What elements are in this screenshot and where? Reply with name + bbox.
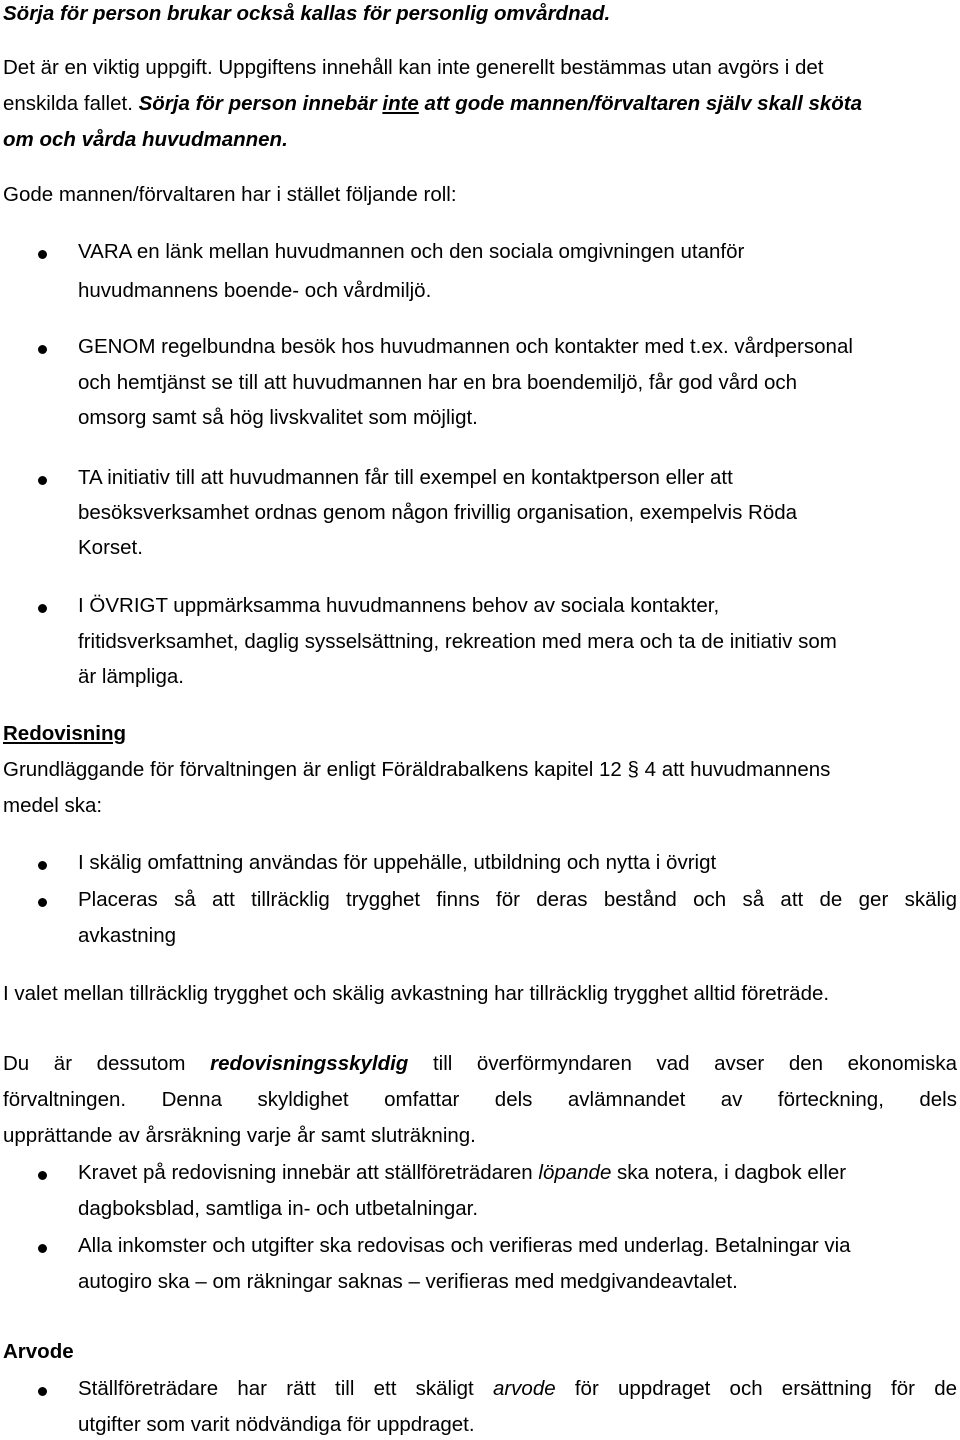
list-item-line: autogiro ska – om räkningar saknas – verifieras med medgivandeavtalet. [78, 1270, 738, 1293]
duty-line: upprättande av årsräkning varje år samt sluträkning. [3, 1124, 476, 1147]
duty-line [3, 1052, 957, 1076]
section-heading-redovisning: Redovisning [3, 722, 127, 745]
intro-paragraph-line [3, 92, 862, 116]
duty-line: förvaltningen. Denna skyldighet omfattar dels avlämnandet av förteckning, dels [3, 1088, 957, 1111]
list-item-line: omsorg samt så hög livskvalitet som möjligt. [78, 406, 478, 429]
text-run: till överförmyndaren vad avser den ekonomiska [408, 1052, 958, 1075]
emphasis-text: Sörja för person innebär [138, 92, 383, 115]
text-run: Du är dessutom [3, 1052, 211, 1075]
bullet-dot [38, 476, 47, 485]
list-item-line: Korset. [78, 536, 143, 559]
intro-heading: Sörja för person brukar också kallas för personlig omvårdnad. [3, 2, 611, 25]
text-run: ska notera, i dagbok eller [611, 1161, 847, 1184]
role-intro: Gode mannen/förvaltaren har i stället följande roll: [3, 183, 457, 206]
text-run: Kravet på redovisning innebär att ställföreträdaren [78, 1161, 539, 1184]
section-heading-arvode: Arvode [3, 1340, 74, 1363]
emphasis-text: att gode mannen/förvaltaren själv skall sköta [418, 92, 863, 115]
bullet-dot [38, 1171, 47, 1180]
list-item-line: Alla inkomster och utgifter ska redovisas och verifieras med underlag. Betalningar via [78, 1234, 851, 1257]
bullet-dot [38, 898, 47, 907]
text-run: Ställföreträdare har rätt till ett skäligt [78, 1377, 493, 1400]
redovisning-line: medel ska: [3, 794, 103, 817]
list-item-line: är lämpliga. [78, 665, 184, 688]
list-item-line [78, 1161, 846, 1185]
redovisning-line: Grundläggande för förvaltningen är enligt Föräldrabalkens kapitel 12 § 4 att huvudmannens [3, 758, 831, 781]
list-item-line: avkastning [78, 924, 177, 947]
list-item-line: besöksverksamhet ordnas genom någon frivillig organisation, exempelvis Röda [78, 501, 798, 524]
list-item-line: TA initiativ till att huvudmannen får till exempel en kontaktperson eller att [78, 466, 733, 489]
text-run: för uppdraget och ersättning för de [555, 1377, 957, 1400]
text-run: enskilda fallet. [3, 92, 139, 115]
list-item-line: dagboksblad, samtliga in- och utbetalningar. [78, 1197, 479, 1220]
list-item-line: utgifter som varit nödvändiga för uppdraget. [78, 1413, 475, 1436]
underlined-emphasis: inte [382, 92, 419, 115]
list-item-line: GENOM regelbundna besök hos huvudmannen och kontakter med t.ex. vårdpersonal [78, 335, 853, 358]
list-item-line [78, 1377, 957, 1401]
list-item-line: huvudmannens boende- och vårdmiljö. [78, 279, 432, 302]
list-item-line: Placeras så att tillräcklig trygghet finns för deras bestånd och så att de ger skälig [78, 888, 957, 911]
emphasis-text: redovisningsskyldig [210, 1052, 409, 1075]
italic-text: arvode [492, 1377, 556, 1400]
list-item-line: I ÖVRIGT uppmärksamma huvudmannens behov av sociala kontakter, [78, 594, 720, 617]
bullet-dot [38, 604, 47, 613]
list-item-line: I skälig omfattning användas för uppehälle, utbildning och nytta i övrigt [78, 851, 717, 874]
intro-paragraph-line: om och vårda huvudmannen. [3, 128, 288, 151]
list-item-line: VARA en länk mellan huvudmannen och den sociala omgivningen utanför [78, 240, 745, 263]
choice-statement: I valet mellan tillräcklig trygghet och skälig avkastning har tillräcklig trygghet alltid företräde. [3, 982, 830, 1005]
italic-text: löpande [538, 1161, 612, 1184]
bullet-dot [38, 861, 47, 870]
bullet-dot [38, 250, 47, 259]
bullet-dot [38, 345, 47, 354]
bullet-dot [38, 1387, 47, 1396]
bullet-dot [38, 1244, 47, 1253]
intro-paragraph-line: Det är en viktig uppgift. Uppgiftens innehåll kan inte generellt bestämmas utan avgörs i det [3, 56, 824, 79]
list-item-line: fritidsverksamhet, daglig sysselsättning, rekreation med mera och ta de initiativ som [78, 630, 837, 653]
list-item-line: och hemtjänst se till att huvudmannen har en bra boendemiljö, får god vård och [78, 371, 798, 394]
